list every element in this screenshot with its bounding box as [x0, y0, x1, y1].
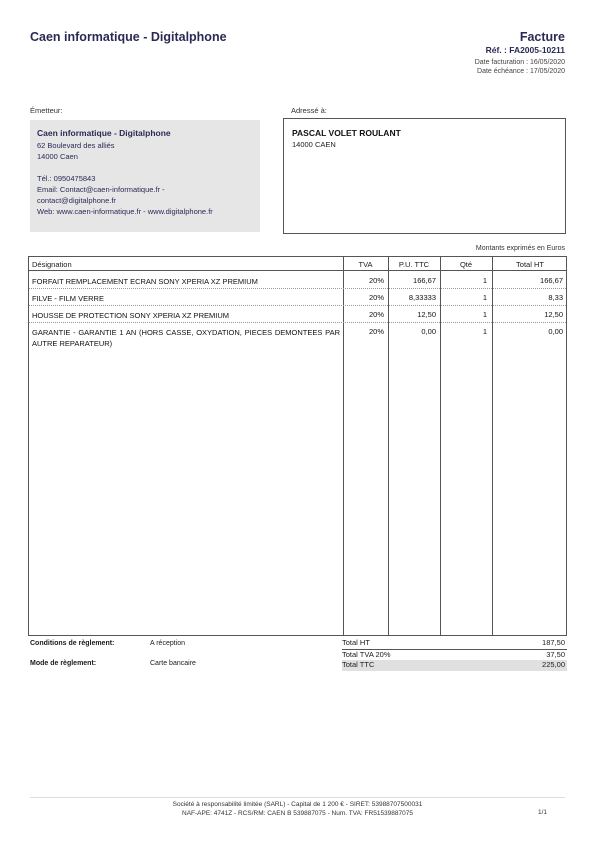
- company-title: Caen informatique - Digitalphone: [30, 30, 227, 44]
- row-quantity: 1: [482, 276, 487, 285]
- header-quantity: Qté: [459, 260, 473, 269]
- row-tva: 20%: [368, 327, 384, 336]
- items-table: [28, 256, 567, 636]
- total-tva-value: 37,50: [546, 650, 565, 659]
- sender-address-line1: 62 Boulevard des alliés: [37, 141, 115, 150]
- footer-divider: [30, 797, 565, 798]
- row-tva: 20%: [368, 276, 384, 285]
- row-quantity: 1: [482, 327, 487, 336]
- table-row: [29, 289, 566, 306]
- header-total-ht: Total HT: [516, 260, 544, 269]
- row-designation: FORFAIT REMPLACEMENT ECRAN SONY XPERIA XZ PREMIUM: [32, 277, 258, 286]
- row-unit-price: 166,67: [413, 276, 436, 285]
- table-row: [29, 272, 566, 289]
- total-tva-label: Total TVA 20%: [342, 650, 391, 659]
- row-unit-price: 12,50: [417, 310, 436, 319]
- document-type: Facture: [519, 30, 565, 44]
- table-header: [29, 257, 566, 271]
- row-unit-price: 0,00: [421, 327, 436, 336]
- table-row: [29, 323, 566, 351]
- due-date: Date échéance : 17/05/2020: [477, 68, 565, 75]
- recipient-box: [283, 118, 566, 234]
- currency-note: Montants exprimés en Euros: [475, 245, 565, 252]
- row-designation: GARANTIE - GARANTIE 1 AN (HORS CASSE, OXYDATION, PIECES DEMONTEES PAR AUTRE REPARATEUR): [32, 328, 340, 348]
- payment-terms-label: Conditions de règlement:: [30, 640, 115, 647]
- header-designation: Désignation: [32, 260, 72, 269]
- row-quantity: 1: [482, 310, 487, 319]
- recipient-label: Adressé à:: [291, 106, 327, 115]
- sender-phone: Tél.: 0950475843: [37, 174, 96, 183]
- payment-mode-value: Carte bancaire: [150, 660, 196, 667]
- legal-footer: [0, 800, 595, 818]
- recipient-address: 14000 CAEN: [292, 140, 336, 149]
- sender-label: Émetteur:: [30, 106, 63, 115]
- invoice-dates: [475, 58, 565, 76]
- row-unit-price: 8,33333: [408, 293, 436, 302]
- table-row: [29, 306, 566, 323]
- row-total: 8,33: [548, 293, 563, 302]
- legal-footer-line1: Société à responsabilité limitée (SARL) - Capital de 1 200 € - SIRET: 53988707500031: [172, 801, 423, 808]
- total-ttc-label: Total TTC: [342, 660, 375, 669]
- total-ht-value: 187,50: [542, 638, 565, 647]
- total-ht-row: [342, 638, 567, 649]
- total-ttc-row: [342, 660, 567, 671]
- payment-terms-value: A réception: [150, 640, 186, 647]
- row-quantity: 1: [482, 293, 487, 302]
- row-total: 166,67: [540, 276, 563, 285]
- row-total: 0,00: [548, 327, 563, 336]
- header-unit-price: P.U. TTC: [398, 260, 430, 269]
- invoice-date: Date facturation : 16/05/2020: [474, 59, 565, 66]
- sender-box: [30, 120, 260, 232]
- row-tva: 20%: [368, 293, 384, 302]
- sender-web: Web: www.caen-informatique.fr - www.digitalphone.fr: [37, 207, 213, 216]
- row-designation: FILVE - FILM VERRE: [32, 294, 104, 303]
- row-tva: 20%: [368, 310, 384, 319]
- row-total: 12,50: [544, 310, 563, 319]
- legal-footer-line2: NAF-APE: 4741Z - RCS/RM: CAEN B 539887075 - Num. TVA: FR51539887075: [182, 810, 413, 817]
- total-ht-label: Total HT: [342, 638, 370, 647]
- totals-block: [342, 638, 567, 671]
- sender-name: Caen informatique - Digitalphone: [37, 128, 171, 138]
- total-ttc-value: 225,00: [542, 660, 565, 669]
- total-tva-row: [342, 649, 567, 660]
- sender-email-line1: Email: Contact@caen-informatique.fr -: [37, 185, 165, 194]
- page-number: 1/1: [537, 809, 547, 816]
- payment-mode-label: Mode de règlement:: [30, 660, 97, 667]
- header-tva: TVA: [358, 260, 373, 269]
- invoice-reference: Réf. : FA2005-10211: [485, 45, 565, 55]
- sender-address-line2: 14000 Caen: [37, 152, 78, 161]
- row-designation: HOUSSE DE PROTECTION SONY XPERIA XZ PREMIUM: [32, 311, 229, 320]
- recipient-name: PASCAL VOLET ROULANT: [292, 128, 401, 138]
- sender-email-line2: contact@digitalphone.fr: [37, 196, 116, 205]
